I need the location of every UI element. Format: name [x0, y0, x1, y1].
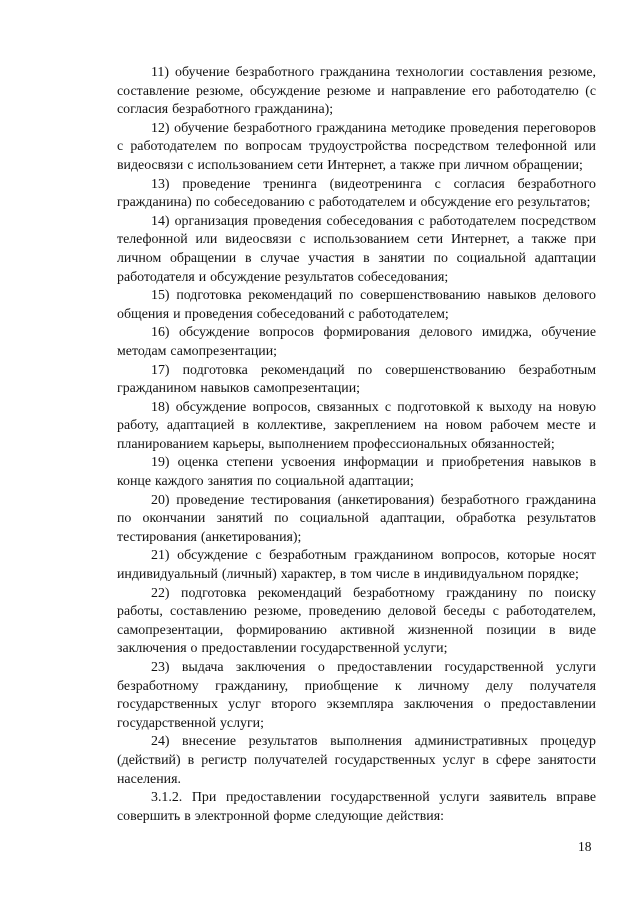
document-body	[117, 64, 596, 826]
paragraph-item-19: 19) оценка степени усвоения информации и приобретения навыков в конце каждого занятия по социальной адаптации;	[117, 455, 596, 490]
paragraph-item-13: 13) проведение тренинга (видеотренинга с согласия безработного гражданина) по собеседованию с работодателем и обсуждение его результатов;	[117, 176, 596, 211]
paragraph-item-15: 15) подготовка рекомендаций по совершенствованию навыков делового общения и проведения собеседований с работодателем;	[117, 288, 596, 322]
paragraph-item-11: 11) обучение безработного гражданина технологии составления резюме, составление резюме, обсуждение резюме и направление его работодателю (с согласия безработного гражданина);	[117, 65, 596, 118]
paragraph-item-24: 24) внесение результатов выполнения административных процедур (действий) в регистр получателей государственных услуг в сфере занятости населения.	[117, 734, 596, 787]
paragraph-item-23: 23) выдача заключения о предоставлении государственной услуги безработному гражданину, приобщение к личному делу получателя государственных услуг второго экземпляра заключения о предоставлении государственной услуги;	[117, 660, 596, 731]
page-number: 18	[578, 839, 592, 854]
paragraph-item-22: 22) подготовка рекомендаций безработному гражданину по поиску работы, составлению резюме, проведению деловой беседы с работодателем, самопрезентации, формированию активной жизненной позиции в виде заключения о предоставлении государственной услуги;	[117, 585, 596, 657]
paragraph-item-12: 12) обучение безработного гражданина методике проведения переговоров с работодателем по вопросам трудоустройства посредством телефонной или видеосвязи с использованием сети Интернет, а также при личном обращении;	[117, 120, 596, 173]
paragraph-item-17: 17) подготовка рекомендаций по совершенствованию безработным гражданином навыков самопрезентации;	[117, 362, 596, 397]
paragraph-item-21: 21) обсуждение с безработным гражданином вопросов, которые носят индивидуальный (личный) характер, в том числе в индивидуальном порядке;	[117, 548, 596, 583]
paragraph-item-18: 18) обсуждение вопросов, связанных с подготовкой к выходу на новую работу, адаптацией в коллективе, закреплением на новом рабочем месте и планированием карьеры, выполнением профессиональных обязанностей;	[117, 399, 596, 452]
paragraph-item-16: 16) обсуждение вопросов формирования делового имиджа, обучение методам самопрезентации;	[117, 325, 596, 359]
paragraph-item-20: 20) проведение тестирования (анкетирования) безработного гражданина по окончании занятий по социальной адаптации, обработка результатов тестирования (анкетирования);	[117, 492, 596, 545]
paragraph-item-14: 14) организация проведения собеседования с работодателем посредством телефонной или видеосвязи с использованием сети Интернет, а также при личном обращении в случае участия в занятии по социальной адаптации работодателя и обсуждение результатов собеседования;	[117, 213, 596, 285]
paragraph-section-3-1-2: 3.1.2. При предоставлении государственной услуги заявитель вправе совершить в электронной форме следующие действия:	[117, 790, 596, 824]
